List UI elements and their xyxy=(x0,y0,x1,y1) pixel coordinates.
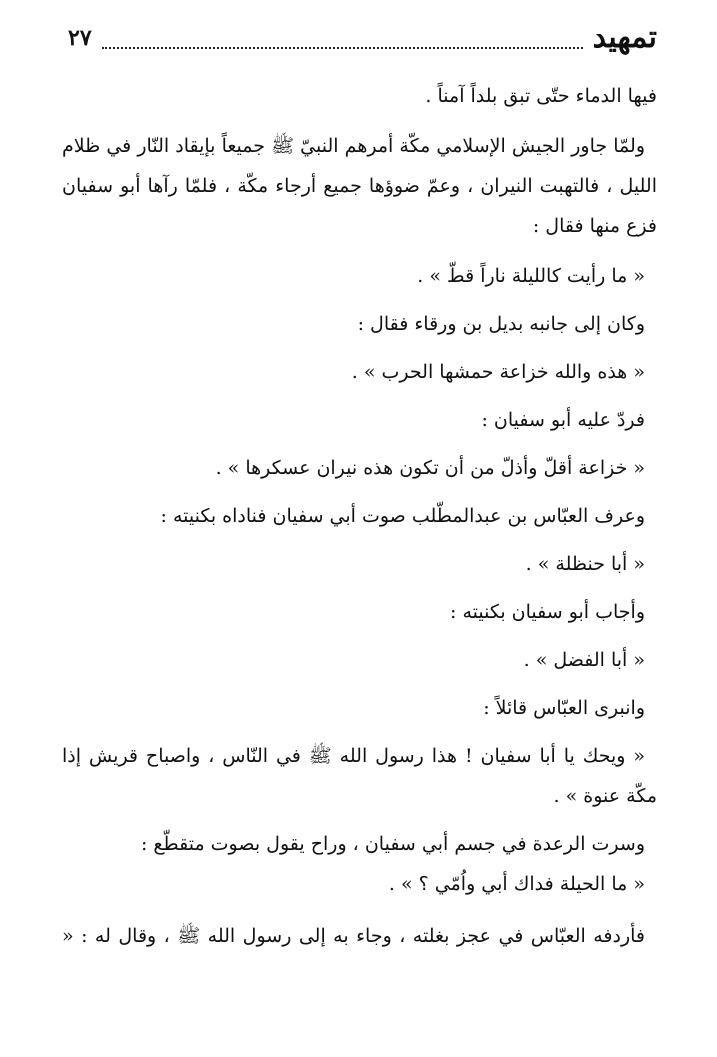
text-line-18: « ما الحيلة فداك أبي واُمّي ؟ » . xyxy=(388,873,645,895)
running-header xyxy=(68,18,657,58)
text-line-13: « أبا الفضل » . xyxy=(523,649,645,671)
text-line-19: فأردفه العبّاس في عجز بغلته ، وجاء به إلى رسول الله ﷺ ، وقال له : « xyxy=(62,925,645,947)
text-line-9: « خزاعة أقلّ وأذلّ من أن تكون هذه نيران عسكرها » . xyxy=(215,457,645,479)
body-text xyxy=(62,76,657,956)
text-line-2: ولمّا جاور الجيش الإسلامي مكّة أمرهم النبيّ ﷺ جميعاً بإيقاد النّار في ظلام xyxy=(62,135,645,157)
text-line-8: فردّ عليه أبو سفيان : xyxy=(481,409,645,431)
text-line-7: « هذه والله خزاعة حمشها الحرب » . xyxy=(351,361,645,383)
text-line-15: « ويحك يا أبا سفيان ! هذا رسول الله ﷺ في النّاس ، واصباح قريش إذا xyxy=(62,745,645,767)
text-line-12: وأجاب أبو سفيان بكنيته : xyxy=(450,601,645,623)
chapter-title: تمهيد xyxy=(592,20,657,55)
text-line-17: وسرت الرعدة في جسم أبي سفيان ، وراح يقول بصوت متقطّع : xyxy=(140,833,645,855)
header-dotted-leader xyxy=(102,47,583,49)
text-line-10: وعرف العبّاس بن عبدالمطّلب صوت أبي سفيان فناداه بكنيته : xyxy=(160,505,645,527)
text-line-14: وانبرى العبّاس قائلاً : xyxy=(483,697,645,719)
text-line-4: فزع منها فقال : xyxy=(532,215,657,237)
text-line-6: وكان إلى جانبه بديل بن ورقاء فقال : xyxy=(357,313,645,335)
text-line-3: الليل ، فالتهبت النيران ، وعمّ ضوؤها جميع أرجاء مكّة ، فلمّا رآها أبو سفيان xyxy=(62,175,657,197)
text-line-11: « أبا حنظلة » . xyxy=(525,553,645,575)
text-line-5: « ما رأيت كالليلة ناراً قطّ » . xyxy=(417,265,645,287)
text-line-1: فيها الدماء حتّى تبق بلداً آمناً . xyxy=(425,85,657,107)
text-line-16: مكّة عنوة » . xyxy=(553,785,657,807)
page-number: ٢٧ xyxy=(68,25,92,51)
